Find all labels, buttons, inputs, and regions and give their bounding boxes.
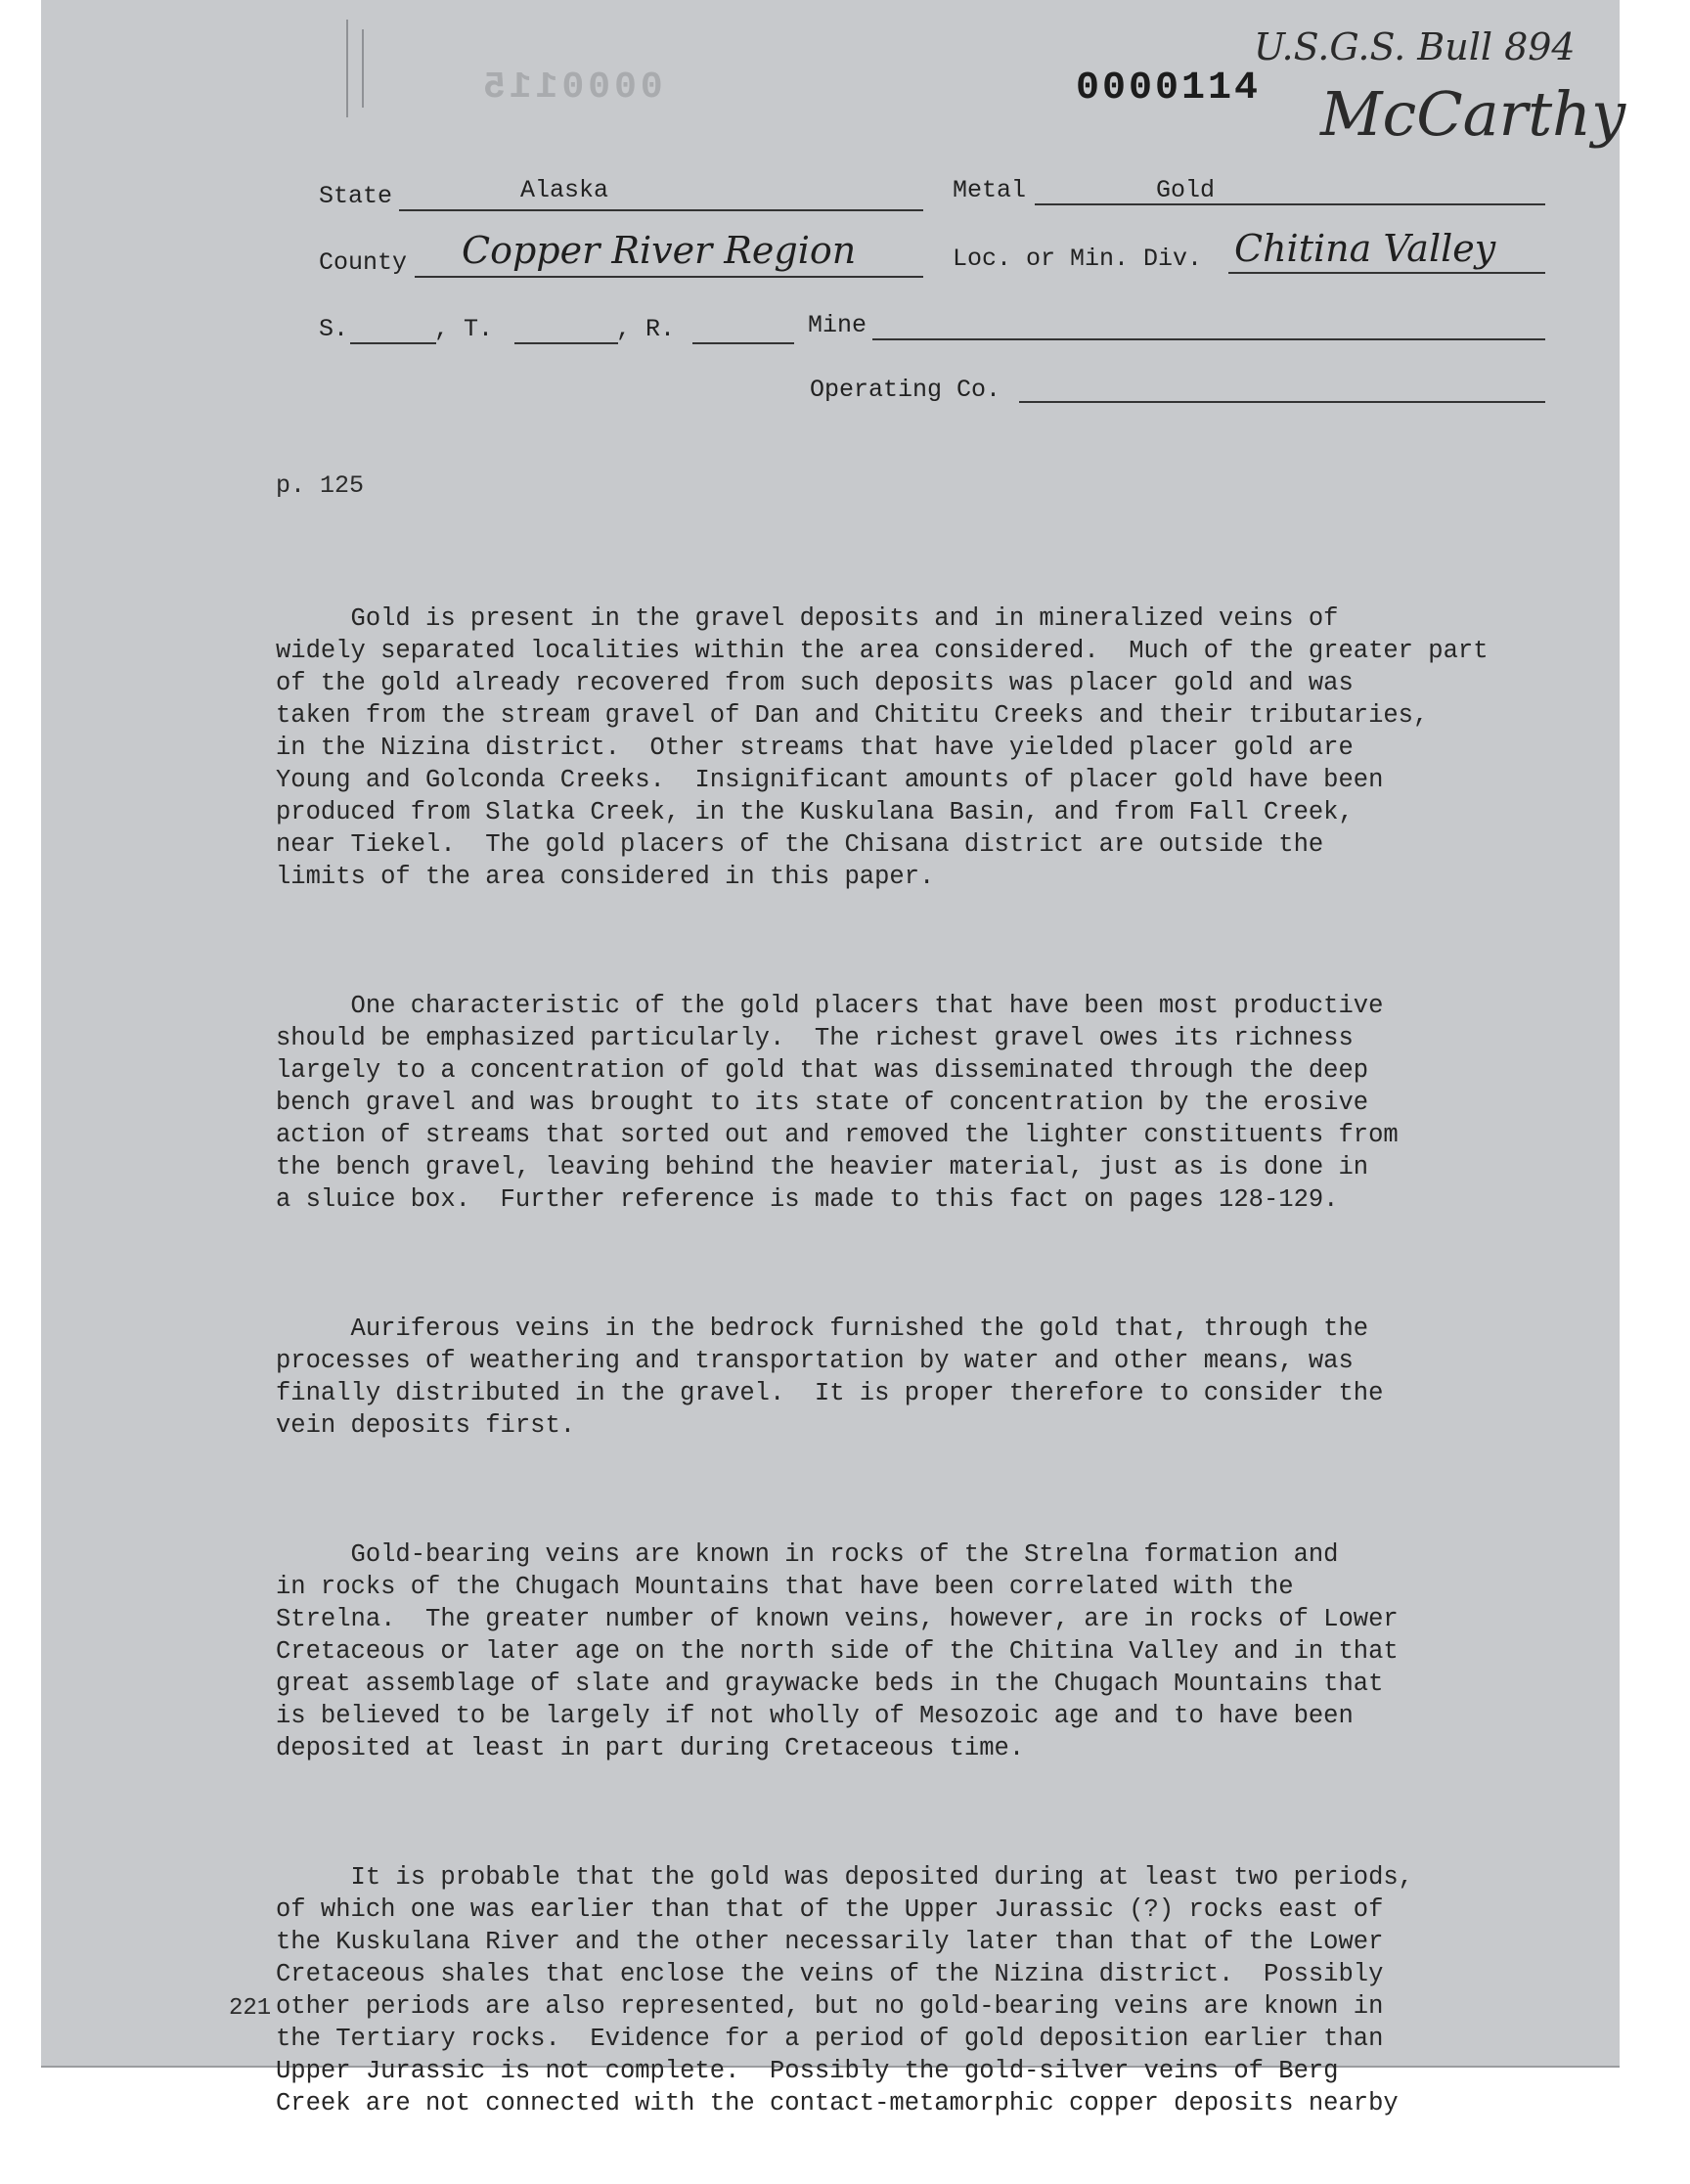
page-number: 221 — [229, 1995, 272, 2022]
t-label: , T. — [434, 315, 494, 343]
loc-label: Loc. or Min. Div. — [953, 245, 1203, 273]
metal-value: Gold — [1156, 176, 1216, 204]
fold-mark — [362, 29, 364, 108]
body-text — [276, 538, 1606, 2184]
county-value: Copper River Region — [462, 229, 857, 272]
fold-mark — [346, 20, 348, 117]
paragraph: Auriferous veins in the bedrock furnished the gold that, through the processes of weathering and transportation by water and other means, was finally distributed in the gravel. It is proper therefore to consider the vein deposits first. — [276, 1315, 1384, 1440]
operating-label: Operating Co. — [810, 376, 1001, 404]
handwritten-signature: McCarthy — [1320, 78, 1626, 150]
s-line — [350, 342, 436, 344]
mine-label: Mine — [808, 311, 867, 339]
state-line — [399, 209, 923, 211]
paragraph: Gold-bearing veins are known in rocks of the Strelna formation and in rocks of the Chugach Mountains that have been correlated with the Strelna. The greater number of known veins, however, are in rocks of Lower Cretaceous or later age on the north side of the Chitina Valley and in that great assemblage of slate and graywacke beds in the Chugach Mountains that is believed to be largely if not wholly of Mesozoic age and to have been deposited at least in part during Cretaceous time. — [276, 1540, 1399, 1762]
s-label: S. — [319, 315, 349, 343]
county-line — [415, 276, 923, 278]
mine-line — [872, 338, 1545, 340]
r-label: , R. — [616, 315, 676, 343]
state-value: Alaska — [520, 176, 609, 204]
page-reference: p. 125 — [276, 471, 365, 500]
loc-line — [1228, 272, 1545, 274]
state-label: State — [319, 182, 393, 210]
paragraph: One characteristic of the gold placers that have been most productive should be emphasized particularly. The richest gravel owes its richness largely to a concentration of gold that was disseminated through the deep bench gravel and was brought to its state of concentration by the erosive action of streams that sorted out and removed the lighter constituents from the bench gravel, leaving behind the heavier material, just as is done in a sluice box. Further reference is made to this fact on pages 128-129. — [276, 992, 1399, 1214]
paragraph: Gold is present in the gravel deposits and in mineralized veins of widely separated localities within the area considered. Much of the greater part of the gold already recovered from such deposits was placer gold and was taken from the stream gravel of Dan and Chititu Creeks and their tributaries, in the Nizina district. Other streams that have yielded placer gold are Young and Golconda Creeks. Insignificant amounts of placer gold have been produced from Slatka Creek, in the Kuskulana Basin, and from Fall Creek, near Tiekel. The gold placers of the Chisana district are outside the limits of the area considered in this paper. — [276, 604, 1489, 891]
county-label: County — [319, 248, 408, 277]
metal-line — [1035, 203, 1545, 205]
paragraph: It is probable that the gold was deposited during at least two periods, of which one was earlier than that of the Upper Jurassic (?) rocks east of the Kuskulana River and the other necessarily later than that of the Lower Cretaceous shales that enclose the veins of the Nizina district. Possibly other periods are also represented, but no gold-bearing veins are known in the Tertiary rocks. Evidence for a period of gold deposition earlier than Upper Jurassic is not complete. Possibly the gold-silver veins of Berg Creek are not connected with the contact-metamorphic copper deposits nearby — [276, 1863, 1413, 2117]
handwritten-reference: U.S.G.S. Bull 894 — [1254, 25, 1576, 68]
loc-value: Chitina Valley — [1234, 227, 1496, 270]
stamp-number: 0000114 — [1076, 67, 1262, 111]
ghost-stamp-number: 0000115 — [479, 67, 663, 109]
t-line — [514, 342, 618, 344]
r-line — [692, 342, 794, 344]
metal-label: Metal — [953, 176, 1027, 204]
operating-line — [1019, 401, 1545, 403]
